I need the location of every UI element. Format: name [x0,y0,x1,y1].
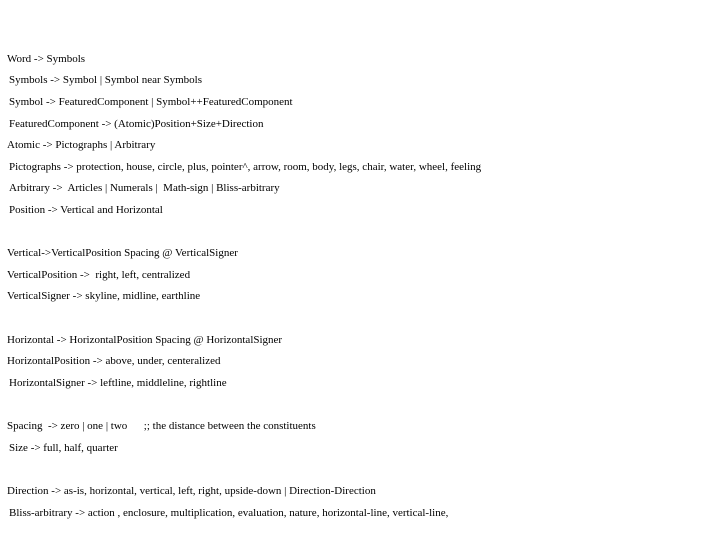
grammar-rule-word: Word -> Symbols [7,53,86,65]
grammar-rule-symbols: Symbols -> Symbol | Symbol near Symbols [9,74,202,86]
grammar-rule-arbitrary: Arbitrary -> Articles | Numerals | Math-sign | Bliss-arbitrary [9,182,280,194]
grammar-rule-horizontal-position: HorizontalPosition -> above, under, centeralized [7,355,221,367]
grammar-rule-vertical-position: VerticalPosition -> right, left, centralized [7,269,191,281]
grammar-rule-horizontal-signer: HorizontalSigner -> leftline, middleline, rightline [9,377,227,389]
grammar-rule-pictographs: Pictographs -> protection, house, circle, plus, pointer^, arrow, room, body, legs, chair, water, wheel, feeling [9,161,482,173]
grammar-rule-spacing: Spacing -> zero | one | two ;; the distance between the constituents [7,420,316,432]
grammar-rule-vertical-signer: VerticalSigner -> skyline, midline, earthline [7,290,201,302]
grammar-rule-size: Size -> full, half, quarter [9,442,118,454]
grammar-rule-symbol: Symbol -> FeaturedComponent | Symbol++FeaturedComponent [9,96,293,108]
grammar-rule-position: Position -> Vertical and Horizontal [9,204,163,216]
grammar-rule-vertical: Vertical->VerticalPosition Spacing @ VerticalSigner [7,247,238,259]
grammar-rule-horizontal: Horizontal -> HorizontalPosition Spacing @ HorizontalSigner [7,334,283,346]
grammar-rule-featured-component: FeaturedComponent -> (Atomic)Position+Size+Direction [9,118,264,130]
grammar-rule-direction: Direction -> as-is, horizontal, vertical, left, right, upside-down | Direction-Direction [7,485,376,497]
grammar-rule-atomic: Atomic -> Pictographs | Arbitrary [7,139,156,151]
grammar-rule-bliss-arbitrary: Bliss-arbitrary -> action , enclosure, multiplication, evaluation, nature, horizontal-line, vertical-line, [9,507,449,519]
